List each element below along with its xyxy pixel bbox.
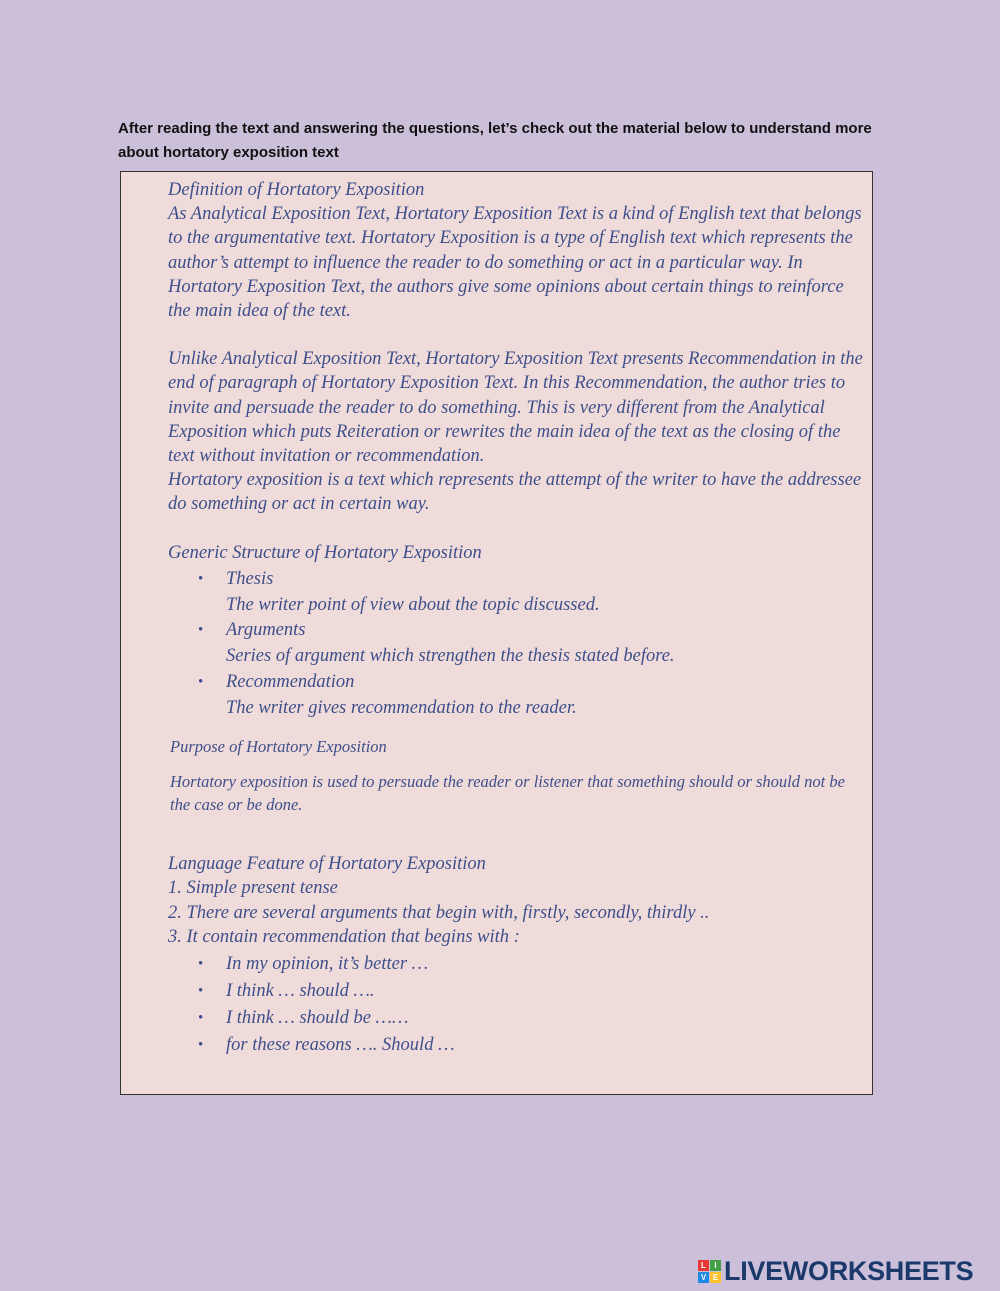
bullet-icon: • <box>198 1009 204 1026</box>
bullet-icon: • <box>198 674 204 691</box>
list-item <box>168 978 868 1005</box>
list-item <box>168 670 868 722</box>
definition-paragraph-1: As Analytical Exposition Text, Hortatory Exposition Text is a kind of English text that belongs to the argumentative text. Hortatory Exposition is a type of English text which represents the author’s attempt to influence the reader to do something or act in a particular way. In Hortatory Exposition Text, the authors give some opinions about certain things to reinforce the main idea of the text. <box>168 204 862 322</box>
bullet-icon: • <box>198 982 204 999</box>
material-box <box>120 171 873 1095</box>
list-item <box>168 1032 868 1059</box>
language-point-3: 3. It contain recommendation that begins with : <box>168 926 520 947</box>
language-title: Language Feature of Hortatory Exposition <box>168 854 486 875</box>
logo-text: LIVEWORKSHEETS <box>724 1255 974 1286</box>
bullet-icon: • <box>198 955 204 972</box>
liveworksheets-logo[interactable] <box>698 1256 973 1286</box>
logo-blocks-icon <box>698 1260 721 1283</box>
language-point-1: 1. Simple present tense <box>168 878 338 899</box>
list-item <box>168 1005 868 1032</box>
purpose-title: Purpose of Hortatory Exposition <box>170 736 387 756</box>
structure-heading: Recommendation <box>226 672 355 693</box>
example-text: for these reasons …. Should … <box>226 1034 455 1055</box>
definition-paragraph-2: Unlike Analytical Exposition Text, Hortatory Exposition Text presents Recommendation in the end of paragraph of Hortatory Exposition Text. In this Recommendation, the author tries to invite and persuade the reader to do something. This is very different from the Analytical Exposition which puts Reiteration or rewrites the main idea of the text as the closing of the text without invitation or recommendation. <box>168 349 863 467</box>
logo-block: E <box>710 1272 721 1283</box>
bullet-icon: • <box>198 570 204 587</box>
intro-instruction: After reading the text and answering the questions, let’s check out the material below to understand more about hortatory exposition text <box>118 120 872 161</box>
definition-paragraph-3: Hortatory exposition is a text which represents the attempt of the writer to have the addressee do something or act in certain way. <box>168 470 862 515</box>
structure-description: The writer gives recommendation to the reader. <box>226 697 577 718</box>
logo-block: I <box>710 1260 721 1271</box>
recommendation-examples <box>168 951 868 1059</box>
structure-list <box>168 567 868 722</box>
list-item <box>168 567 868 619</box>
logo-block: L <box>698 1260 709 1271</box>
bullet-icon: • <box>198 622 204 639</box>
structure-title: Generic Structure of Hortatory Exposition <box>168 542 482 563</box>
example-text: I think … should be …… <box>226 1007 409 1028</box>
list-item <box>168 618 868 670</box>
logo-block: V <box>698 1272 709 1283</box>
structure-description: Series of argument which strengthen the thesis stated before. <box>226 646 675 667</box>
structure-heading: Thesis <box>226 568 274 589</box>
example-text: In my opinion, it’s better … <box>226 953 429 974</box>
structure-heading: Arguments <box>226 620 306 641</box>
list-item <box>168 951 868 978</box>
example-text: I think … should …. <box>226 980 375 1001</box>
bullet-icon: • <box>198 1036 204 1053</box>
language-point-2: 2. There are several arguments that begin with, firstly, secondly, thirdly .. <box>168 902 710 923</box>
definition-title: Definition of Hortatory Exposition <box>168 180 425 200</box>
material-content <box>168 178 868 1059</box>
purpose-text: Hortatory exposition is used to persuade the reader or listener that something should or should not be the case or be done. <box>170 772 845 814</box>
structure-description: The writer point of view about the topic discussed. <box>226 594 600 615</box>
